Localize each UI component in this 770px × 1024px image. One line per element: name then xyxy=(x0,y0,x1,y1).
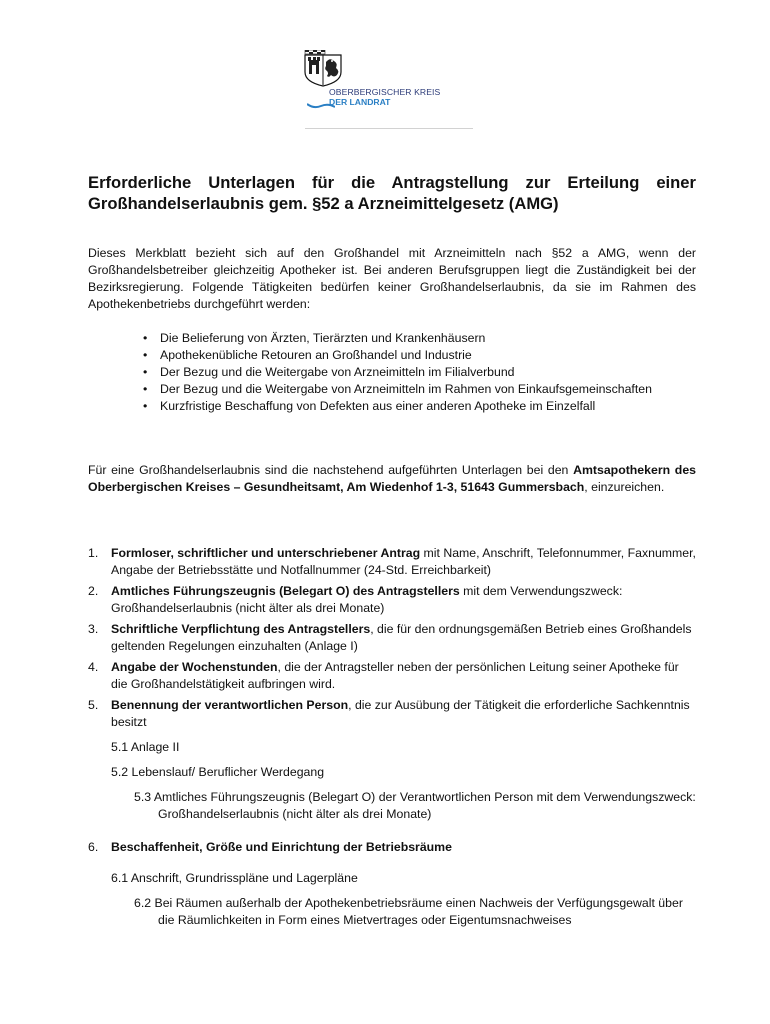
org-name: OBERBERGISCHER KREIS xyxy=(329,87,441,97)
list-item: • Apothekenübliche Retouren an Großhandel und Industrie xyxy=(143,347,683,364)
item-number: 1. xyxy=(88,546,99,560)
org-subtitle: DER LANDRAT xyxy=(329,97,391,107)
item-heading: Formloser, schriftlicher und unterschriebener Antrag xyxy=(111,546,421,560)
document-item-1 xyxy=(88,545,696,579)
list-item: • Kurzfristige Beschaffung von Defekten aus einer anderen Apotheke im Einzelfall xyxy=(143,398,683,415)
item-number: 3. xyxy=(88,622,99,636)
submission-text: Für eine Großhandelserlaubnis sind die nachstehend aufgeführten Unterlagen bei den xyxy=(88,463,574,477)
document-item-2 xyxy=(88,583,696,617)
sub-item: 5.1 Anlage II xyxy=(111,740,180,754)
item-heading: Schriftliche Verpflichtung des Antragstellers xyxy=(111,622,371,636)
list-item: • Der Bezug und die Weitergabe von Arzneimitteln im Filialverbund xyxy=(143,364,683,381)
item-heading: Beschaffenheit, Größe und Einrichtung der Betriebsräume xyxy=(111,840,452,854)
document-item-4 xyxy=(88,659,696,693)
header-logo xyxy=(303,50,473,110)
sub-item: 6.2 Bei Räumen außerhalb der Apothekenbetriebsräume einen Nachweis der Verfügungsgewalt über die Räumlichkeiten in Form eines Mietvertrages oder Eigentumsnachweises xyxy=(134,896,683,927)
submission-paragraph xyxy=(88,462,696,496)
item-number: 6. xyxy=(88,840,99,854)
document-item-6 xyxy=(88,839,696,929)
item-heading: Angabe der Wochenstunden xyxy=(111,660,278,674)
item-heading: Amtliches Führungszeugnis (Belegart O) des Antragstellers xyxy=(111,584,460,598)
item-number: 4. xyxy=(88,660,99,674)
submission-text-end: , einzureichen. xyxy=(584,480,665,494)
header-divider xyxy=(305,128,473,129)
submission-address: Amtsapothekern des Oberbergischen Kreises – Gesundheitsamt, Am Wiedenhof 1-3, 51643 Gummersbach xyxy=(88,463,696,494)
intro-paragraph: Dieses Merkblatt bezieht sich auf den Großhandel mit Arzneimitteln nach §52 a AMG, wenn der Großhandelsbetreiber gleichzeitig Apotheker ist. Bei anderen Berufsgruppen liegt die Zuständigkeit bei der Bezirksregierung. Folgende Tätigkeiten bedürfen keiner Großhandelserlaubnis, da sie im Rahmen des Apothekenbetriebs durchgeführt werden: xyxy=(88,246,696,311)
document-item-5 xyxy=(88,697,696,823)
sub-item: 6.1 Anschrift, Grundrisspläne und Lagerpläne xyxy=(111,871,358,885)
list-item: • Der Bezug und die Weitergabe von Arzneimitteln im Rahmen von Einkaufsgemeinschaften xyxy=(143,381,683,398)
list-item: • Die Belieferung von Ärzten, Tierärzten und Krankenhäusern xyxy=(143,330,683,347)
sub-item: 5.3 Amtliches Führungszeugnis (Belegart O) der Verantwortlichen Person mit dem Verwendungszweck: Großhandelserlaubnis (nicht älter als drei Monate) xyxy=(134,790,696,821)
item-text: , die zur Ausübung der Tätigkeit die erforderliche Sachkenntnis besitzt xyxy=(111,698,690,729)
required-documents-list xyxy=(88,545,696,933)
coat-of-arms-icon xyxy=(303,50,363,88)
document-title: Erforderliche Unterlagen für die Antragstellung zur Erteilung einer Großhandelserlaubnis gem. §52 a Arzneimittelgesetz (AMG) xyxy=(88,173,696,213)
exempt-activities-list xyxy=(143,330,683,415)
item-number: 2. xyxy=(88,584,99,598)
item-number: 5. xyxy=(88,698,99,712)
document-item-3 xyxy=(88,621,696,655)
item-heading: Benennung der verantwortlichen Person xyxy=(111,698,349,712)
item-text: , die für den ordnungsgemäßen Betrieb eines Großhandels geltenden Regelungen einzuhalten (Anlage I) xyxy=(111,622,692,653)
item-text: mit dem Verwendungszweck: Großhandelserlaubnis (nicht älter als drei Monate) xyxy=(111,584,623,615)
sub-item: 5.2 Lebenslauf/ Beruflicher Werdegang xyxy=(111,765,325,779)
item-text: , die der Antragsteller neben der persönlichen Leitung seiner Apotheke für die Großhandelstätigkeit aufbringen wird. xyxy=(111,660,679,691)
item-text: mit Name, Anschrift, Telefonnummer, Faxnummer, Angabe der Betriebsstätte und Notfallnummer (24-Std. Erreichbarkeit) xyxy=(111,546,696,577)
